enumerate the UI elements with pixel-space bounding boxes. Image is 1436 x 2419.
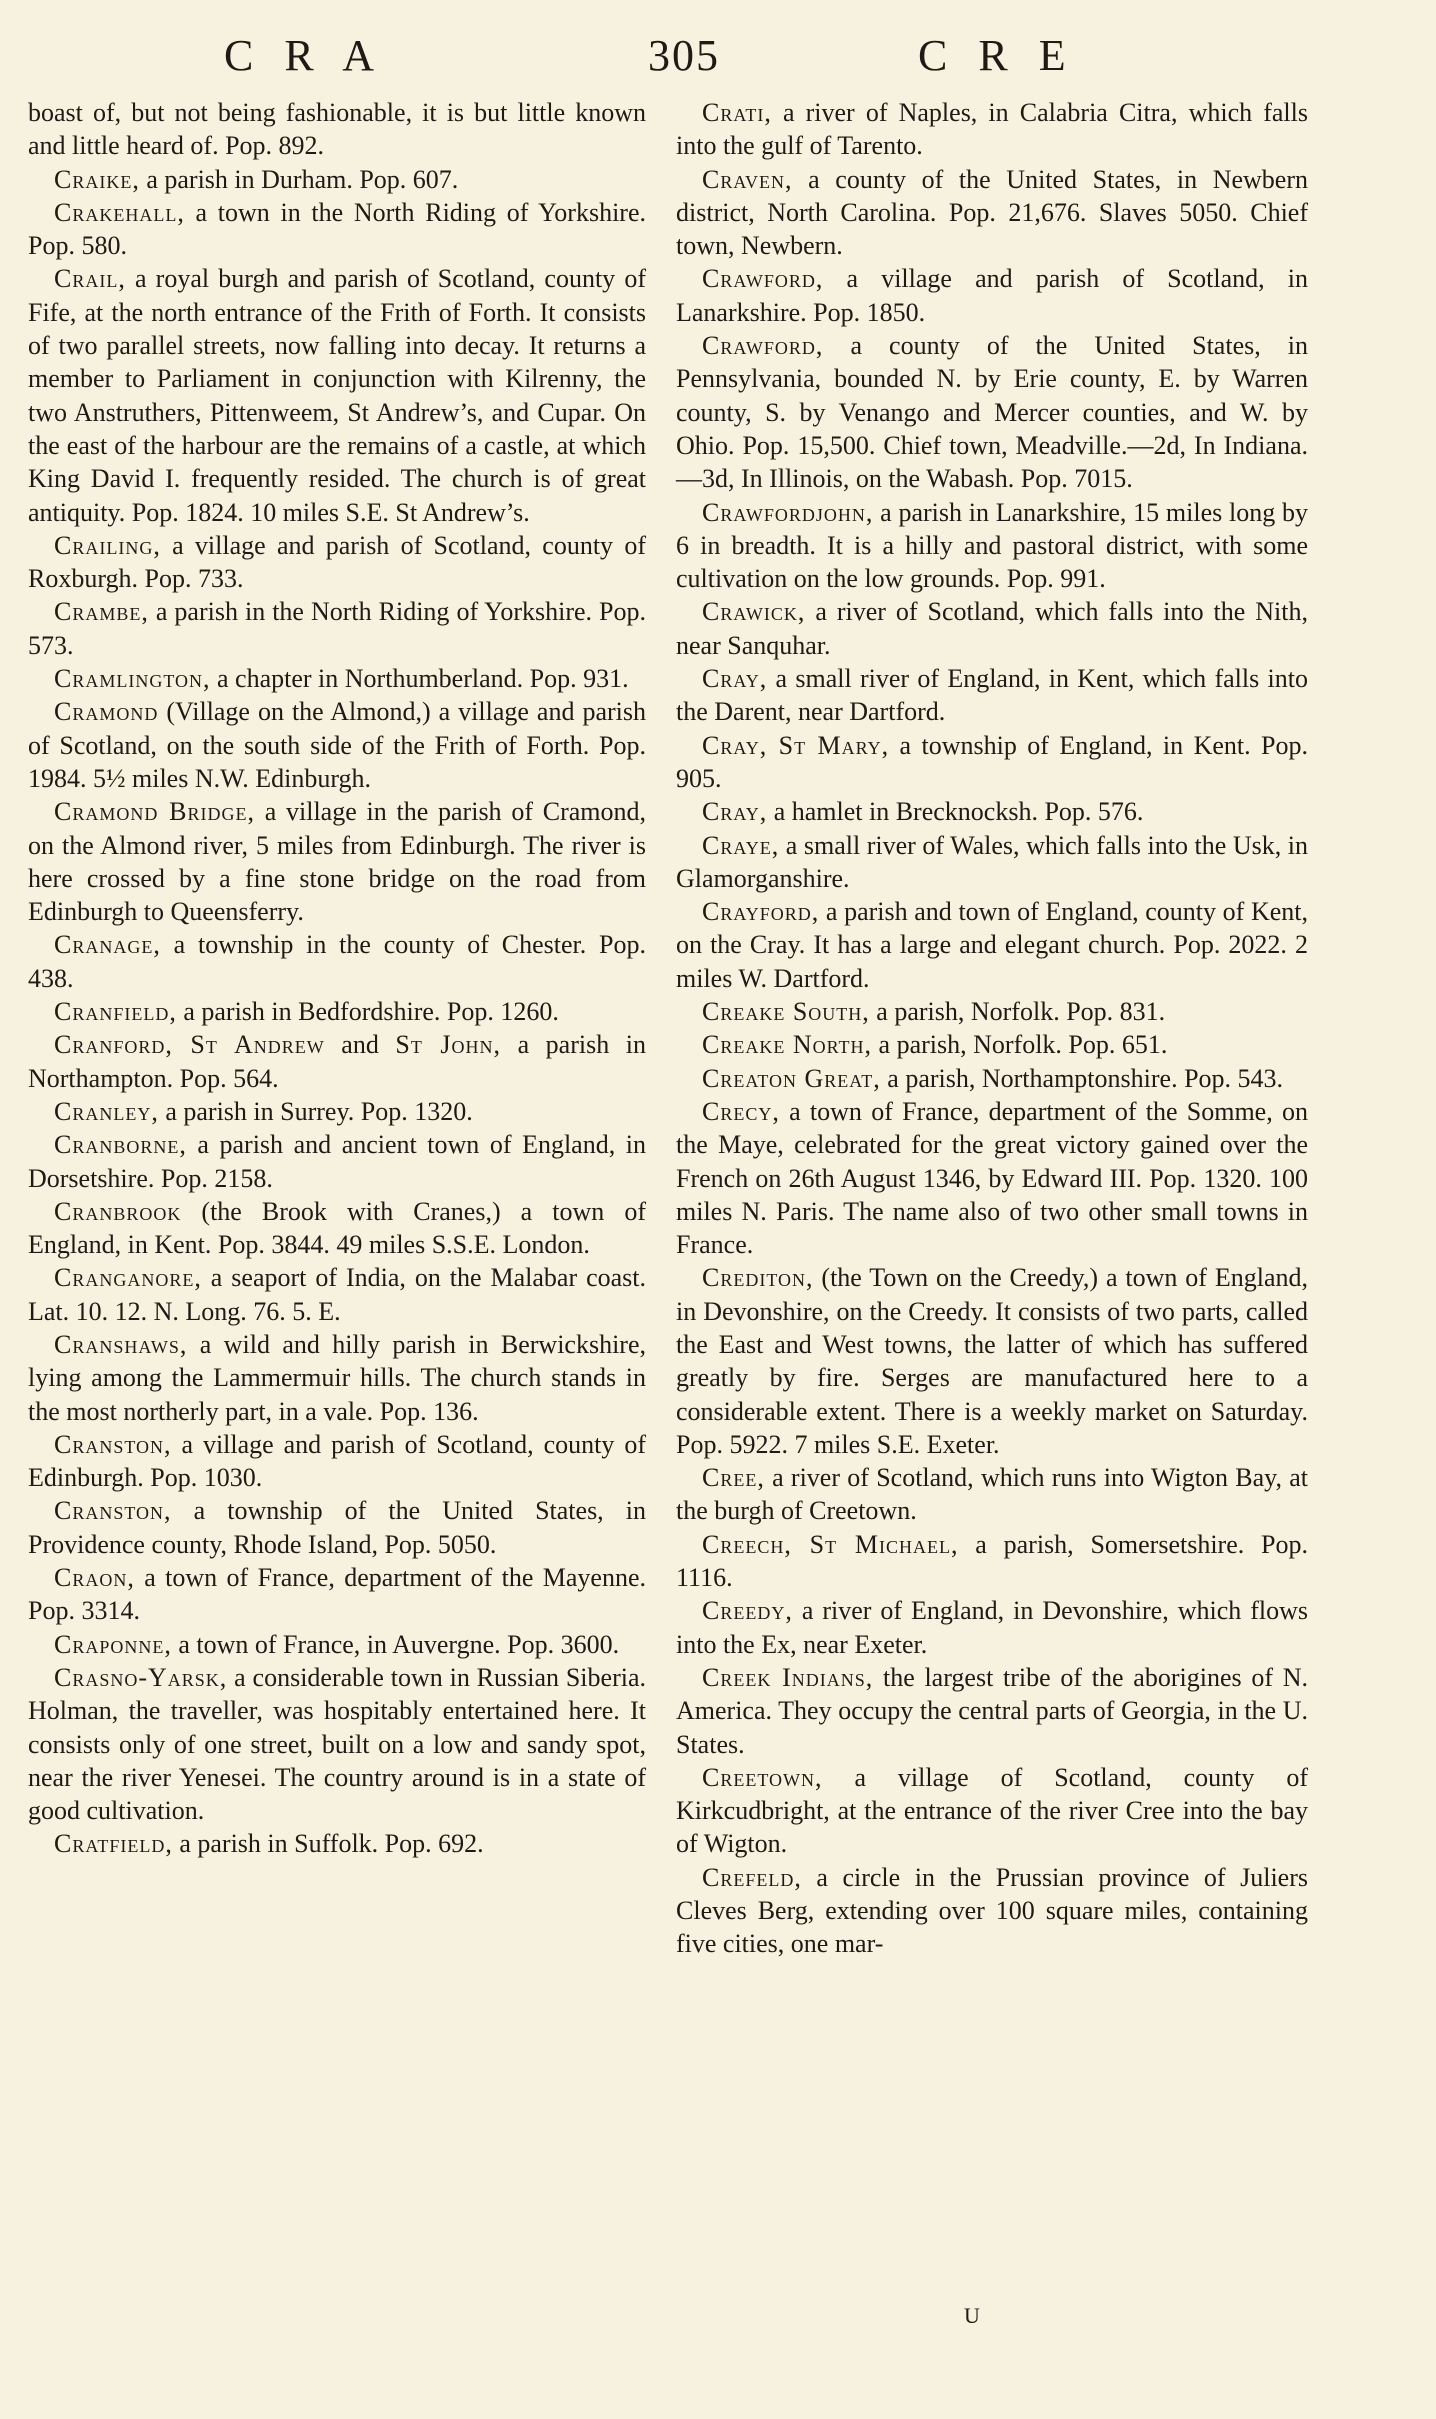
entry-headword: Cramond Bridge, (54, 797, 255, 827)
gazetteer-entry (676, 1861, 1308, 1961)
entry-text: a town of France, in Auvergne. Pop. 3600. (171, 1629, 620, 1659)
entry-text: a township of the United States, in Providence county, Rhode Island, Pop. 5050. (28, 1496, 646, 1559)
gazetteer-entry (28, 1028, 646, 1095)
gazetteer-entry (676, 829, 1308, 896)
entry-text: a river of England, in Devonshire, which flows into the Ex, near Exeter. (676, 1596, 1308, 1659)
entry-text: a chapter in Northumberland. Pop. 931. (210, 664, 629, 694)
entry-headword: Crediton, (702, 1263, 814, 1293)
entry-text: a parish in Surrey. Pop. 1320. (158, 1096, 473, 1126)
gazetteer-entry (28, 1561, 646, 1628)
entry-text: a parish, Norfolk. Pop. 831. (869, 997, 1166, 1027)
entry-headword: Cray, (702, 664, 768, 694)
gazetteer-entry (28, 995, 646, 1028)
gazetteer-entry (676, 729, 1308, 796)
gazetteer-entry (28, 196, 646, 263)
entry-text: and (324, 1030, 396, 1060)
gazetteer-entry (28, 795, 646, 928)
running-header (0, 30, 1436, 86)
entry-headword: Cranford, St Andrew (54, 1030, 325, 1060)
gazetteer-entry (28, 1328, 646, 1428)
entry-headword: Crawick, (702, 597, 806, 627)
gazetteer-entry (28, 1628, 646, 1661)
gazetteer-entry (676, 662, 1308, 729)
gazetteer-entry (676, 496, 1308, 596)
entry-text: a village in the parish of Cramond, on the Almond river, 5 miles from Edinburgh. The river is here crossed by a fine stone bridge on the road from Edinburgh to Queensferry. (28, 797, 646, 927)
entry-text: a town in the North Riding of Yorkshire. Pop. 580. (28, 197, 646, 261)
entry-headword: Craon, (54, 1563, 135, 1593)
gazetteer-entry (28, 662, 646, 695)
entry-text: a village and parish of Scotland, in Lanarkshire. Pop. 1850. (676, 264, 1308, 327)
entry-headword: Cranbrook (54, 1196, 182, 1226)
entry-text: a river of Scotland, which runs into Wigton Bay, at the burgh of Creetown. (676, 1463, 1308, 1526)
gazetteer-entry (676, 163, 1308, 263)
entry-text: a parish and ancient town of England, in Dorsetshire. Pop. 2158. (28, 1130, 646, 1193)
entry-text: a parish and town of England, county of Kent, on the Cray. It has a large and elegant church. Pop. 2022. 2 miles W. Dartford. (676, 897, 1308, 993)
entry-headword: Cranley, (54, 1096, 159, 1126)
entry-headword: Crati, (702, 98, 772, 127)
entry-headword: Creetown, (702, 1762, 823, 1792)
gazetteer-entry (28, 163, 646, 196)
gazetteer-entry (28, 1095, 646, 1128)
gazetteer-entry (28, 96, 646, 163)
entry-headword: Cranston, (54, 1496, 172, 1526)
gazetteer-entry (28, 1661, 646, 1827)
entry-headword: Cramond (54, 697, 159, 727)
entry-headword: Creech, St Michael, (702, 1529, 959, 1559)
entry-text: a circle in the Prussian province of Juliers Cleves Berg, extending over 100 square miles, containing five cities, one mar- (676, 1862, 1308, 1959)
right-column (676, 96, 1308, 1961)
entry-text: a small river of England, in Kent, which falls into the Darent, near Dartford. (676, 664, 1308, 727)
gazetteer-entry (676, 595, 1308, 662)
entry-text: a parish in the North Riding of Yorkshire. Pop. 573. (28, 597, 646, 660)
entry-headword: Cranfield, (54, 997, 177, 1027)
gazetteer-entry (676, 1028, 1308, 1061)
entry-headword: Cree, (702, 1463, 765, 1493)
gazetteer-entry (676, 995, 1308, 1028)
gazetteer-entry (676, 1761, 1308, 1861)
entry-text: (Village on the Almond,) a village and parish of Scotland, on the south side of the Frith of Forth. Pop. 1984. 5½ miles N.W. Edinburgh. (28, 697, 646, 793)
entry-headword: Cranshaws, (54, 1329, 188, 1359)
entry-headword: Crasno-Yarsk, (54, 1662, 228, 1692)
entry-headword: Craike, (54, 164, 140, 194)
gazetteer-entry (676, 895, 1308, 995)
entry-text: a village and parish of Scotland, county of Roxburgh. Pop. 733. (28, 530, 646, 594)
gazetteer-entry (676, 1461, 1308, 1528)
entry-text: the largest tribe of the aborigines of N. America. They occupy the central parts of Georgia, in the U. States. (676, 1662, 1308, 1759)
entry-headword: Crawfordjohn, (702, 497, 874, 527)
entry-text: a parish, Norfolk. Pop. 651. (872, 1030, 1168, 1060)
entry-text: a small river of Wales, which falls into the Usk, in Glamorganshire. (676, 830, 1308, 893)
entry-text: boast of, but not being fashionable, it is but little known and little heard of. Pop. 892. (28, 98, 646, 161)
page-number: 305 (648, 31, 720, 80)
entry-headword: Crawford, (702, 264, 824, 294)
gazetteer-entry (28, 1261, 646, 1328)
entry-text: a parish in Bedfordshire. Pop. 1260. (176, 997, 559, 1027)
entry-headword: Creake North, (702, 1030, 873, 1060)
header-right-guide: C R E (918, 31, 1076, 80)
gazetteer-entry (28, 1428, 646, 1495)
entry-headword: Crakehall, (54, 197, 185, 227)
entry-headword: Crambe, (54, 597, 149, 627)
gazetteer-entry (676, 329, 1308, 495)
gazetteer-entry (28, 1827, 646, 1860)
left-column (28, 96, 646, 1861)
entry-text: a parish, Northamptonshire. Pop. 543. (880, 1063, 1284, 1093)
entry-text: a hamlet in Brecknocksh. Pop. 576. (767, 797, 1144, 827)
entry-text: a village of Scotland, county of Kirkcudbright, at the entrance of the river Cree into the bay of Wigton. (676, 1762, 1308, 1859)
gazetteer-entry (676, 1095, 1308, 1261)
signature-mark: U (964, 2303, 980, 2328)
entry-text: a parish in Lanarkshire, 15 miles long by 6 in breadth. It is a hilly and pastoral district, with some cultivation on the low grounds. Pop. 991. (676, 497, 1308, 594)
entry-text: a river of Scotland, which falls into the Nith, near Sanquhar. (676, 597, 1308, 660)
entry-headword: Cray, (702, 797, 768, 827)
entry-text: a wild and hilly parish in Berwickshire, lying among the Lammermuir hills. The church stands in the most northerly part, in a vale. Pop. 136. (28, 1329, 646, 1426)
entry-headword: Cranborne, (54, 1130, 187, 1160)
gazetteer-entry (676, 795, 1308, 828)
gazetteer-entry (676, 1661, 1308, 1761)
entry-text: a town of France, department of the Mayenne. Pop. 3314. (28, 1563, 646, 1626)
entry-text: a county of the United States, in Newbern district, North Carolina. Pop. 21,676. Slaves 5050. Chief town, Newbern. (676, 164, 1308, 261)
entry-headword: Creaton Great, (702, 1063, 881, 1093)
entry-headword: Cray, St Mary, (702, 730, 890, 760)
gazetteer-entry (28, 262, 646, 528)
entry-headword: Cramlington, (54, 664, 211, 694)
entry-headword: Crawford, (702, 331, 824, 361)
entry-headword: Craye, (702, 830, 780, 860)
entry-text: a parish in Northampton. Pop. 564. (28, 1030, 646, 1093)
gazetteer-entry (28, 1494, 646, 1561)
gazetteer-entry (28, 595, 646, 662)
gazetteer-entry (676, 1528, 1308, 1595)
gazetteer-entry (28, 928, 646, 995)
entry-headword: St John, (395, 1030, 502, 1060)
gazetteer-entry (676, 1594, 1308, 1661)
gazetteer-entry (28, 1195, 646, 1262)
entry-text: (the Brook with Cranes,) a town of England, in Kent. Pop. 3844. 49 miles S.S.E. London. (28, 1196, 646, 1260)
entry-headword: Creedy, (702, 1596, 793, 1626)
gazetteer-entry (676, 1261, 1308, 1461)
entry-text: a county of the United States, in Pennsylvania, bounded N. by Erie county, E. by Warren county, S. by Venango and Mercer counties, and W. by Ohio. Pop. 15,500. Chief town, Meadville.—2d, In Indiana.—3d, In Illinois, on the Wabash. Pop. 7015. (676, 331, 1308, 494)
entry-text: a township of England, in Kent. Pop. 905. (676, 730, 1308, 793)
gazetteer-entry (28, 529, 646, 596)
entry-text: a considerable town in Russian Siberia. Holman, the traveller, was hospitably entertained here. It consists only of one street, built on a low and sandy spot, near the river Yenesei. The country around is in a state of good cultivation. (28, 1662, 646, 1826)
entry-headword: Cranganore, (54, 1263, 202, 1293)
entry-headword: Crefeld, (702, 1862, 802, 1892)
entry-text: a village and parish of Scotland, county of Edinburgh. Pop. 1030. (28, 1429, 646, 1493)
entry-headword: Creake South, (702, 997, 870, 1027)
header-left-guide: C R A (224, 31, 385, 80)
gazetteer-entry (676, 96, 1308, 163)
gazetteer-entry (676, 1062, 1308, 1095)
entry-headword: Crecy, (702, 1096, 780, 1126)
gazetteer-entry (676, 262, 1308, 329)
entry-text: a seaport of India, on the Malabar coast. Lat. 10. 12. N. Long. 76. 5. E. (28, 1263, 646, 1326)
entry-headword: Craponne, (54, 1629, 172, 1659)
gazetteer-entry (28, 695, 646, 795)
entry-headword: Crailing, (54, 530, 161, 560)
entry-text: a township in the county of Chester. Pop. 438. (28, 930, 646, 993)
entry-text: a parish in Durham. Pop. 607. (139, 164, 459, 194)
entry-text: a town of France, department of the Somme, on the Maye, celebrated for the great victory gained over the French on 26th August 1346, by Edward III. Pop. 1320. 100 miles N. Paris. The name also of two other small towns in France. (676, 1096, 1308, 1260)
entry-headword: Cranage, (54, 930, 161, 960)
entry-text: a parish, Somersetshire. Pop. 1116. (676, 1529, 1309, 1593)
entry-text: a parish in Suffolk. Pop. 692. (172, 1829, 484, 1859)
entry-headword: Creek Indians, (702, 1662, 874, 1692)
entry-text: a royal burgh and parish of Scotland, county of Fife, at the north entrance of the Frith of Forth. It consists of two parallel streets, now falling into decay. It returns a member to Parliament in conjunction with Kilrenny, the two Anstruthers, Pittenweem, St Andrew’s, and Cupar. On the east of the harbour are the remains of a castle, at which King David I. frequently resided. The church is of great antiquity. Pop. 1824. 10 miles S.E. St Andrew’s. (28, 264, 646, 527)
entry-text: (the Town on the Creedy,) a town of England, in Devonshire, on the Creedy. It consists of two parts, called the East and West towns, the latter of which has suffered greatly by fire. Serges are manufactured here to a considerable extent. There is a weekly market on Saturday. Pop. 5922. 7 miles S.E. Exeter. (676, 1263, 1308, 1459)
entry-headword: Cranston, (54, 1429, 172, 1459)
entry-headword: Crail, (54, 264, 126, 294)
gazetteer-entry (28, 1128, 646, 1195)
entry-headword: Craven, (702, 164, 793, 194)
entry-headword: Cratfield, (54, 1829, 173, 1859)
entry-headword: Crayford, (702, 897, 820, 927)
entry-text: a river of Naples, in Calabria Citra, which falls into the gulf of Tarento. (676, 98, 1308, 161)
